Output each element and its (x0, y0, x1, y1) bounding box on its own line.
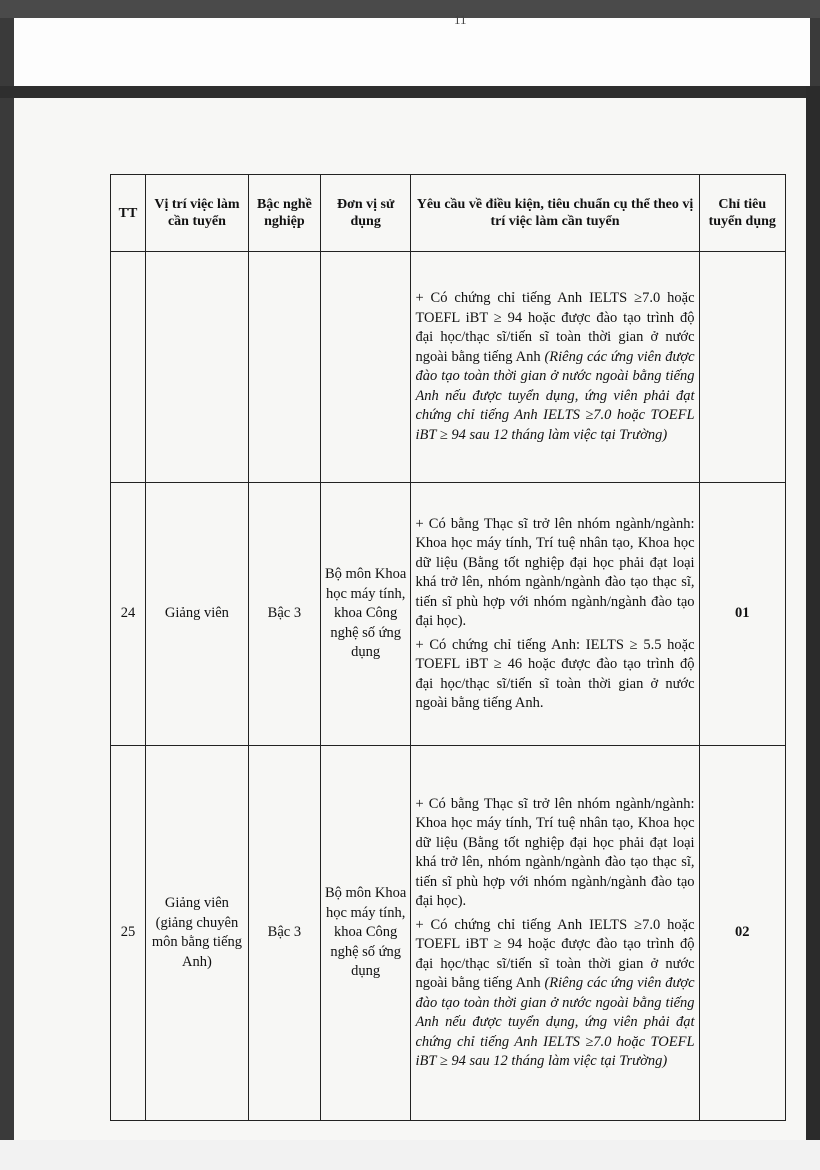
document-page (14, 98, 806, 1140)
requirement-paragraph (415, 916, 694, 1072)
cell-quota (699, 252, 785, 483)
cell-level: Bậc 3 (248, 746, 320, 1121)
cell-requirements (411, 252, 699, 483)
requirement-text: + Có chứng chỉ tiếng Anh IELTS ≥7.0 hoặc TOEFL iBT ≥ 94 hoặc được đào tạo trình độ đại học/thạc sĩ/tiến sĩ toàn thời gian ở nước ngoài bằng tiếng Anh (415, 916, 695, 991)
cell-level (248, 252, 320, 483)
table-row (111, 483, 786, 746)
header-position: Vị trí việc làm cần tuyển (145, 175, 248, 252)
cell-position: Giảng viên (145, 483, 248, 746)
viewer-top-frame (0, 0, 820, 18)
cell-tt: 25 (111, 746, 146, 1121)
cell-unit (320, 252, 411, 483)
cell-unit: Bộ môn Khoa học máy tính, khoa Công nghệ số ứng dụng (320, 483, 411, 746)
cell-quota: 01 (699, 483, 785, 746)
table-header-row (111, 175, 786, 252)
requirement-paragraph: + Có chứng chỉ tiếng Anh: IELTS ≥ 5.5 hoặc TOEFL iBT ≥ 46 hoặc được đào tạo trình độ đại học/thạc sĩ/tiến sĩ toàn thời gian ở nước ngoài bằng tiếng Anh. (415, 636, 695, 711)
table-row (111, 746, 786, 1121)
requirement-paragraph: + Có bằng Thạc sĩ trở lên nhóm ngành/ngành: Khoa học máy tính, Trí tuệ nhân tạo, Khoa học dữ liệu (Bằng tốt nghiệp đại học phải đạt loại khá trở lên, nhóm ngành/ngành đào tạo thạc sĩ, tiến sĩ phù hợp với nhóm ngành/ngành đào tạo đại học). (415, 515, 695, 629)
cell-tt (111, 252, 146, 483)
header-unit: Đơn vị sử dụng (320, 175, 411, 252)
cell-quota: 02 (699, 746, 785, 1121)
page-gap (0, 86, 820, 98)
header-requirements: Yêu cầu về điều kiện, tiêu chuẩn cụ thể theo vị trí việc làm cần tuyển (411, 175, 699, 252)
header-quota: Chỉ tiêu tuyển dụng (699, 175, 785, 252)
recruitment-table (110, 174, 786, 1121)
cell-unit: Bộ môn Khoa học máy tính, khoa Công nghệ số ứng dụng (320, 746, 411, 1121)
cell-level: Bậc 3 (248, 483, 320, 746)
viewer-bottom-frame (0, 1140, 820, 1170)
cell-tt: 24 (111, 483, 146, 746)
header-tt: TT (111, 175, 146, 252)
header-level: Bậc nghề nghiệp (248, 175, 320, 252)
requirement-paragraph: + Có bằng Thạc sĩ trở lên nhóm ngành/ngành: Khoa học máy tính, Trí tuệ nhân tạo, Khoa học dữ liệu (Bằng tốt nghiệp đại học phải đạt loại khá trở lên, nhóm ngành/ngành đào tạo thạc sĩ, tiến sĩ phù hợp với nhóm ngành/ngành đào tạo đại học). (415, 795, 695, 909)
viewer-right-frame (806, 86, 820, 1170)
cell-position (145, 252, 248, 483)
previous-page-bottom (14, 12, 810, 86)
cell-requirements (411, 483, 699, 746)
table-row (111, 252, 786, 483)
cell-position: Giảng viên (giảng chuyên môn bằng tiếng Anh) (145, 746, 248, 1121)
cell-requirements (411, 746, 699, 1121)
page-number: 11 (454, 12, 467, 27)
requirement-paragraph (415, 289, 694, 445)
requirement-text: + Có chứng chỉ tiếng Anh IELTS ≥7.0 hoặc TOEFL iBT ≥ 94 hoặc được đào tạo trình độ đại học/thạc sĩ/tiến sĩ toàn thời gian ở nước ngoài bằng tiếng Anh (415, 290, 695, 365)
requirement-note: (Riêng các ứng viên được đào tạo toàn thời gian ở nước ngoài bằng tiếng Anh nếu được tuyển dụng, ứng viên phải đạt chứng chỉ tiếng Anh IELTS ≥7.0 hoặc TOEFL iBT ≥ 94 sau 12 tháng làm việc tại Trường) (415, 348, 695, 443)
requirement-note: (Riêng các ứng viên được đào tạo toàn thời gian ở nước ngoài bằng tiếng Anh nếu được tuyển dụng, ứng viên phải đạt chứng chỉ tiếng Anh IELTS ≥7.0 hoặc TOEFL iBT ≥ 94 sau 12 tháng làm việc tại Trường) (415, 975, 695, 1069)
